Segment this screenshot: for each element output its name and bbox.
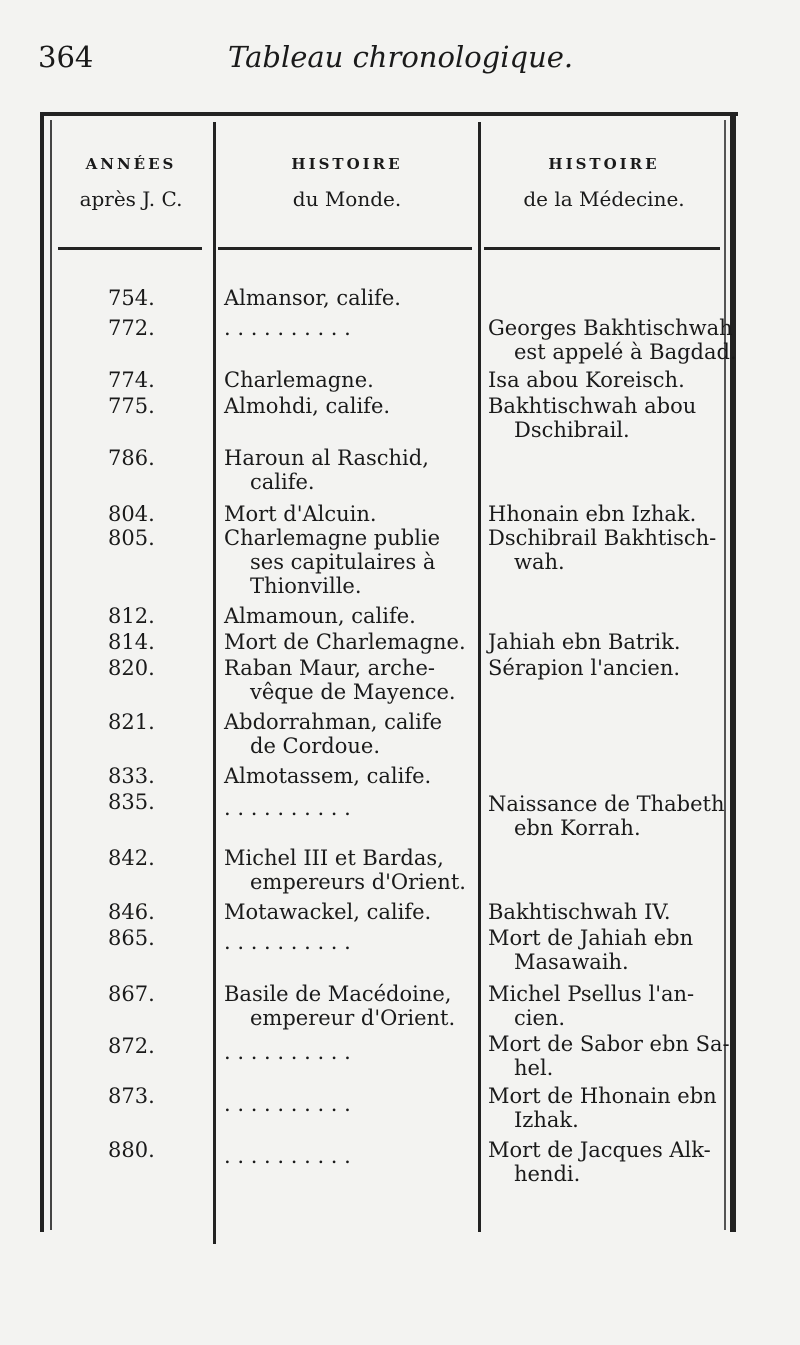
medicine-cell (488, 316, 737, 364)
year-cell: 846. (108, 900, 155, 924)
year-cell: 772. (108, 316, 155, 340)
world-cell (224, 764, 431, 788)
year-cell: 865. (108, 926, 155, 950)
header-years-sub: après J. C. (79, 187, 183, 211)
world-line: Almohdi, calife. (224, 394, 391, 418)
rule-left (40, 112, 44, 1232)
medicine-cell (488, 1138, 711, 1186)
med-line: Sérapion l'ancien. (488, 656, 681, 680)
year-cell: 804. (108, 502, 155, 526)
world-line: Abdorrahman, calife (224, 710, 443, 734)
medicine-cell (488, 982, 694, 1030)
world-line: . . . . . . . . . . (224, 1092, 351, 1116)
rule-right (730, 112, 736, 1232)
year-cell: 775. (108, 394, 155, 418)
world-line: empereur d'Orient. (250, 1006, 456, 1030)
med-line: hendi. (514, 1162, 581, 1186)
med-line: wah. (514, 550, 565, 574)
world-cell (224, 710, 442, 758)
world-line: Almotassem, calife. (224, 764, 432, 788)
medicine-cell (488, 926, 693, 974)
world-cell (224, 394, 390, 418)
world-line: . . . . . . . . . . (224, 1144, 351, 1168)
world-line: . . . . . . . . . . (224, 796, 351, 820)
med-line: Isa abou Koreisch. (488, 368, 685, 392)
world-cell (224, 900, 431, 924)
world-line: Raban Maur, arche- (224, 656, 435, 680)
med-line: Mort de Jacques Alk- (488, 1138, 711, 1162)
header-years-cap: ANNÉES (85, 155, 177, 173)
year-cell: 805. (108, 526, 155, 550)
med-line: est appelé à Bagdad. (514, 340, 737, 364)
world-cell (224, 1040, 351, 1064)
world-cell (224, 930, 351, 954)
world-line: . . . . . . . . . . (224, 1040, 351, 1064)
column-separator-1 (213, 122, 216, 1244)
header-world-cap: HISTOIRE (291, 155, 403, 173)
year-cell: 754. (108, 286, 155, 310)
world-line: . . . . . . . . . . (224, 930, 351, 954)
year-cell: 833. (108, 764, 155, 788)
world-cell (224, 502, 377, 526)
rule-left-inner (50, 120, 52, 1230)
year-cell: 812. (108, 604, 155, 628)
world-line: calife. (250, 470, 315, 494)
world-cell (224, 1144, 351, 1168)
medicine-cell (488, 630, 681, 654)
med-line: Bakhtischwah IV. (488, 900, 671, 924)
year-cell: 873. (108, 1084, 155, 1108)
page-number: 364 (38, 40, 94, 74)
med-line: ebn Korrah. (514, 816, 641, 840)
year-cell: 786. (108, 446, 155, 470)
year-cell: 872. (108, 1034, 155, 1058)
header-rule-world (218, 247, 472, 250)
world-cell (224, 796, 351, 820)
year-cell: 814. (108, 630, 155, 654)
year-cell: 867. (108, 982, 155, 1006)
year-cell: 821. (108, 710, 155, 734)
world-line: empereurs d'Orient. (250, 870, 466, 894)
year-cell: 820. (108, 656, 155, 680)
world-line: Haroun al Raschid, (224, 446, 429, 470)
medicine-cell (488, 1032, 730, 1080)
world-line: Almamoun, calife. (224, 604, 416, 628)
world-cell (224, 982, 455, 1030)
world-cell (224, 846, 466, 894)
header-world (218, 155, 476, 211)
world-line: vêque de Mayence. (250, 680, 456, 704)
world-line: Motawackel, calife. (224, 900, 432, 924)
world-line: Charlemagne publie (224, 526, 441, 550)
world-cell (224, 1092, 351, 1116)
year-cell: 835. (108, 790, 155, 814)
world-cell (224, 604, 416, 628)
world-cell (224, 286, 401, 310)
world-cell (224, 316, 351, 340)
world-cell (224, 368, 374, 392)
med-line: Hhonain ebn Izhak. (488, 502, 697, 526)
year-cell: 842. (108, 846, 155, 870)
medicine-cell (488, 394, 696, 442)
column-separator-2 (478, 122, 481, 1232)
medicine-cell (488, 368, 685, 392)
world-line: ses capitulaires à (250, 550, 436, 574)
year-cell: 880. (108, 1138, 155, 1162)
med-line: Dschibrail Bakhtisch- (488, 526, 717, 550)
running-title: Tableau chronologique. (228, 40, 574, 74)
header-medicine-cap: HISTOIRE (548, 155, 660, 173)
medicine-cell (488, 900, 671, 924)
med-line: cien. (514, 1006, 566, 1030)
medicine-cell (488, 792, 725, 840)
med-line: Masawaih. (514, 950, 629, 974)
medicine-cell (488, 526, 716, 574)
med-line: Izhak. (514, 1108, 579, 1132)
med-line: Jahiah ebn Batrik. (488, 630, 681, 654)
world-line: Mort d'Alcuin. (224, 502, 377, 526)
world-line: Michel III et Bardas, (224, 846, 444, 870)
world-line: Basile de Macédoine, (224, 982, 452, 1006)
header-rule-medicine (484, 247, 720, 250)
med-line: Georges Bakhtischwah (488, 316, 733, 340)
world-line: . . . . . . . . . . (224, 316, 351, 340)
med-line: Mort de Jahiah ebn (488, 926, 694, 950)
header-years (56, 155, 206, 211)
world-line: Mort de Charlemagne. (224, 630, 466, 654)
world-cell (224, 656, 456, 704)
medicine-cell (488, 1084, 717, 1132)
world-cell (224, 526, 440, 598)
med-line: Michel Psellus l'an- (488, 982, 695, 1006)
medicine-cell (488, 502, 696, 526)
medicine-cell (488, 656, 680, 680)
world-line: de Cordoue. (250, 734, 381, 758)
world-line: Charlemagne. (224, 368, 374, 392)
world-cell (224, 446, 429, 494)
header-world-sub: du Monde. (292, 187, 402, 211)
med-line: Mort de Hhonain ebn (488, 1084, 717, 1108)
world-cell (224, 630, 466, 654)
year-cell: 774. (108, 368, 155, 392)
med-line: Dschibrail. (514, 418, 630, 442)
med-line: Mort de Sabor ebn Sa- (488, 1032, 730, 1056)
world-line: Almansor, calife. (224, 286, 401, 310)
med-line: Naissance de Thabeth (488, 792, 725, 816)
header-medicine (484, 155, 724, 211)
med-line: Bakhtischwah abou (488, 394, 697, 418)
world-line: Thionville. (250, 574, 362, 598)
med-line: hel. (514, 1056, 554, 1080)
header-rule-years (58, 247, 202, 250)
header-medicine-sub: de la Médecine. (523, 187, 685, 211)
